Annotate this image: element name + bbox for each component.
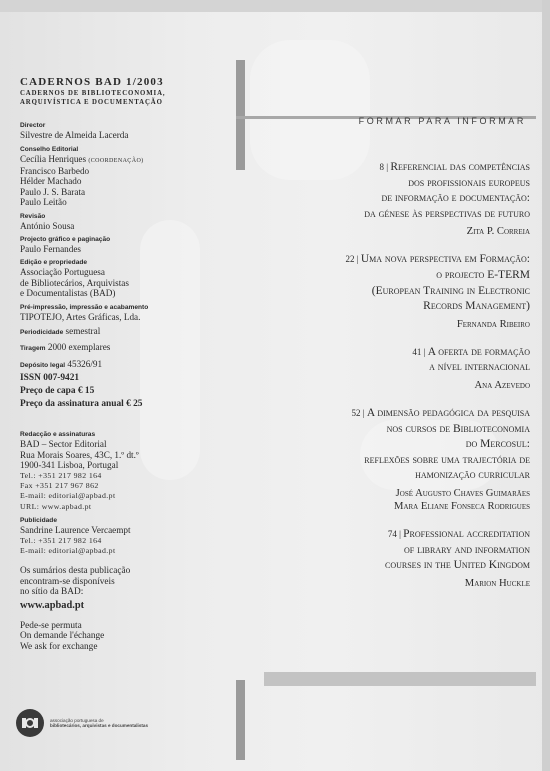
- board-member: Paulo J. S. Barata: [20, 186, 86, 197]
- logo-text: associação portuguesa de bibliotecários, arquivistas e documentalistas: [50, 718, 149, 729]
- page-number: 22: [345, 254, 355, 265]
- editorial-url[interactable]: URL: www.apbad.pt: [20, 501, 92, 511]
- page-number: 74: [387, 528, 397, 539]
- legal-deposit: Depósito legal 45326/91: [20, 358, 103, 369]
- toc-title-line: Records Management): [423, 300, 530, 313]
- print-name: TIPOTEJO, Artes Gráficas, Lda.: [20, 311, 141, 322]
- toc-author: Marion Huckle: [464, 577, 530, 589]
- page-number: 8: [379, 162, 385, 172]
- toc-title-line: dos profissionais europeus: [408, 176, 530, 189]
- toc-author: Mara Eliane Fonseca Rodrigues: [394, 500, 530, 512]
- toc-title-line: da génese às perspectivas de futuro: [364, 207, 530, 220]
- ads-email[interactable]: E-mail: editorial@apbad.pt: [20, 545, 116, 555]
- editorial-email[interactable]: E-mail: editorial@apbad.pt: [20, 491, 116, 501]
- revision-label: Revisão: [20, 212, 46, 220]
- publisher-label: Edição e propriedade: [20, 259, 88, 267]
- design-label: Projecto gráfico e paginação: [20, 236, 111, 244]
- ads-label: Publicidade: [20, 517, 58, 525]
- ads-line: Sandrine Laurence Vercaempt: [20, 525, 131, 536]
- director-label: Director: [20, 122, 46, 130]
- decorative-bar: [264, 672, 536, 686]
- issn: ISSN 007-9421: [20, 373, 80, 384]
- toc-title-line: reflexões sobre uma trajectória de: [364, 453, 530, 466]
- publisher-line: de Bibliotecários, Arquivistas: [20, 277, 129, 288]
- board-member: Hélder Machado: [20, 176, 82, 187]
- bad-logo-icon: [16, 709, 44, 737]
- page-number: 52: [351, 407, 361, 418]
- toc-title-line: (European Training in Electronic: [371, 284, 530, 297]
- editorial-phone: Tel.: +351 217 982 164: [20, 470, 102, 480]
- editorial-label: Redacção e assinaturas: [20, 431, 96, 439]
- toc-title-line: 8 | Referencial das competências: [379, 161, 530, 173]
- section-kicker: FORMAR PARA INFORMAR: [358, 116, 526, 126]
- decorative-bar: [236, 60, 245, 170]
- credits-column: [20, 76, 230, 652]
- toc-title-line: a nível internacional: [429, 361, 530, 374]
- toc-author: José Augusto Chaves Guimarães: [395, 487, 530, 499]
- editorial-line: Rua Morais Soares, 43C, 1.º dt.º: [20, 449, 139, 460]
- toc-author: Ana Azevedo: [474, 379, 530, 391]
- right-edge: [542, 0, 550, 771]
- board-member: Paulo Leitão: [20, 197, 67, 208]
- toc-title-line: 74 | Professional accreditation: [387, 527, 530, 540]
- summaries-note: Os sumários desta publicação encontram-se disponíveis no sítio da BAD:: [20, 566, 131, 598]
- board-label: Conselho Editorial: [20, 145, 79, 153]
- toc-title-line: of library and information: [404, 543, 530, 556]
- toc-title-line: 52 | A dimensão pedagógica da pesquisa: [351, 406, 530, 419]
- toc-entry[interactable]: [262, 345, 530, 392]
- subscription-price: Preço da assinatura anual € 25: [20, 399, 143, 410]
- publisher-line: e Documentalistas (BAD): [20, 288, 116, 299]
- revision-name: António Sousa: [20, 220, 75, 231]
- toc-title-line: courses in the United Kingdom: [385, 559, 530, 572]
- toc-title-line: do Mercosul:: [465, 438, 530, 451]
- board-member: Cecília Henriques (COORDENAÇÃO): [20, 153, 144, 164]
- editorial-line: BAD – Sector Editorial: [20, 439, 107, 450]
- decorative-bar: [236, 680, 245, 760]
- toc-entry[interactable]: [262, 527, 530, 590]
- top-edge: [0, 0, 550, 12]
- toc-title-line: nos cursos de Biblioteconomia: [386, 422, 530, 435]
- toc-author: Zita P. Correia: [466, 226, 530, 238]
- toc-title-line: 22 | Uma nova perspectiva em Formação:: [345, 253, 530, 266]
- cover-price: Preço de capa € 15: [20, 386, 95, 397]
- print-label: Pré-impressão, impressão e acabamento: [20, 303, 149, 311]
- website-link[interactable]: www.apbad.pt: [20, 599, 85, 611]
- toc-entry[interactable]: [262, 160, 530, 238]
- masthead-subtitle: CADERNOS DE BIBLIOTECONOMIA, ARQUIVÍSTICA E DOCUMENTAÇÃO: [20, 90, 166, 106]
- toc-title-line: o projecto E-TERM: [436, 268, 530, 281]
- toc-entry[interactable]: [262, 252, 530, 330]
- board-member: Francisco Barbedo: [20, 166, 90, 176]
- table-of-contents: [262, 160, 530, 604]
- toc-title-line: hamonização curricular: [415, 469, 530, 482]
- page-number: 41: [412, 346, 422, 357]
- toc-author: Fernanda Ribeiro: [456, 318, 530, 330]
- ads-phone: Tel.: +351 217 982 164: [20, 535, 102, 545]
- toc-title-line: de informação e documentação:: [381, 192, 530, 205]
- exchange-note: Pede-se permuta On demande l'échange We ask for exchange: [20, 621, 105, 652]
- editorial-line: 1900-341 Lisboa, Portugal: [20, 460, 119, 471]
- toc-entry[interactable]: [262, 406, 530, 513]
- director-name: Silvestre de Almeida Lacerda: [20, 130, 129, 141]
- editorial-fax: Fax +351 217 967 862: [20, 480, 99, 490]
- background-shape: [250, 40, 370, 180]
- toc-title-line: 41 | A oferta de formação: [412, 345, 530, 358]
- masthead-title: CADERNOS BAD 1/2003: [20, 76, 164, 88]
- frequency: Periodicidade semestral: [20, 326, 101, 337]
- publisher-line: Associação Portuguesa: [20, 267, 105, 278]
- print-run: Tiragem 2000 exemplares: [20, 342, 111, 353]
- design-name: Paulo Fernandes: [20, 244, 81, 255]
